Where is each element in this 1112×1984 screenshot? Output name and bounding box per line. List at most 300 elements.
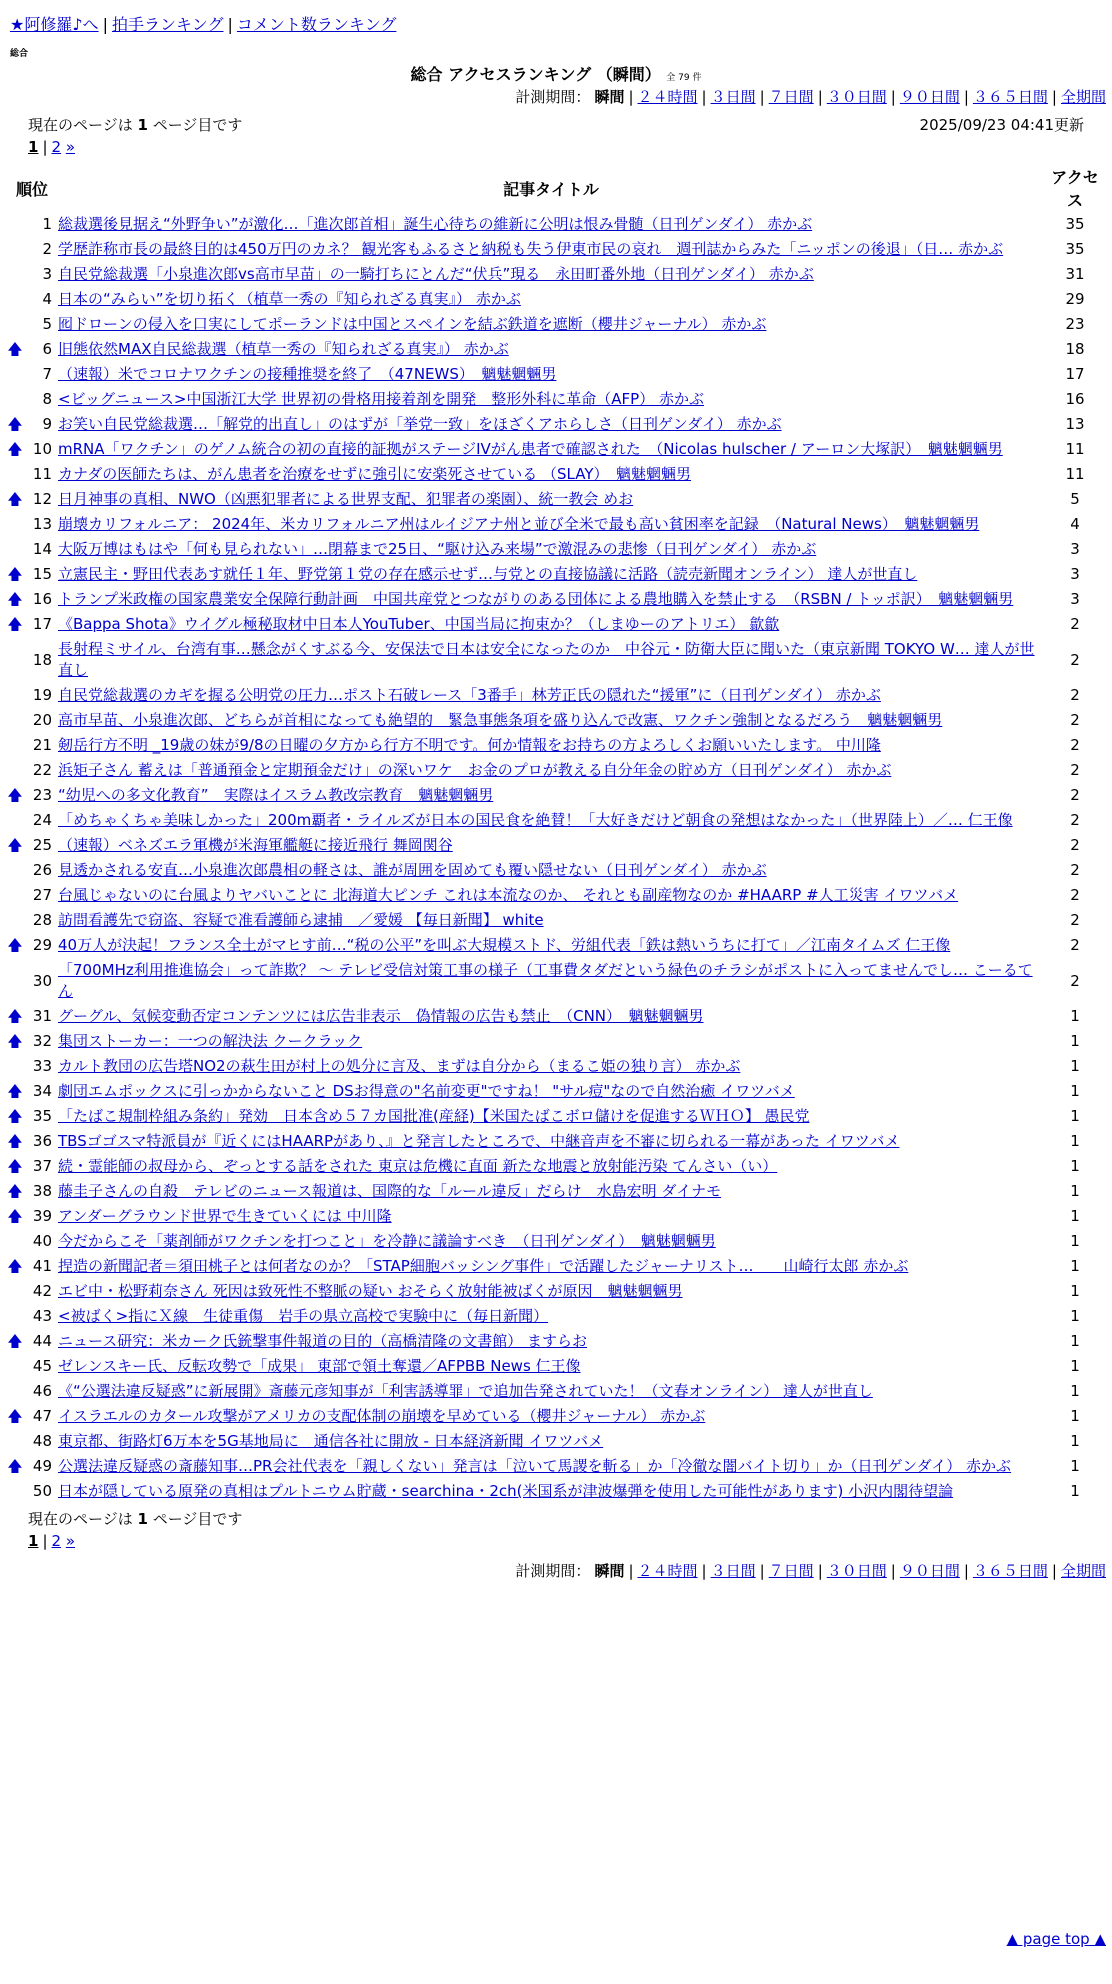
rank-arrow-cell <box>6 312 24 337</box>
rank-number: 34 <box>32 1082 52 1100</box>
rank-number: 10 <box>32 440 52 458</box>
article-title-cell <box>58 883 1044 908</box>
header-access: アクセス <box>1051 168 1099 210</box>
access-count: 2 <box>1070 911 1080 929</box>
access-count: 1 <box>1070 1332 1080 1350</box>
table-row <box>6 1329 1106 1354</box>
separator: | <box>102 15 108 34</box>
rank-number: 7 <box>42 365 52 383</box>
table-row <box>6 1004 1106 1029</box>
article-title-cell <box>58 462 1044 487</box>
rank-number: 29 <box>32 936 52 954</box>
access-count: 13 <box>1065 415 1085 433</box>
table-row <box>6 1379 1106 1404</box>
period-link-2[interactable]: ７日間 <box>768 88 814 106</box>
access-count: 11 <box>1065 465 1085 483</box>
article-title-cell <box>58 337 1044 362</box>
table-row <box>6 412 1106 437</box>
table-row <box>6 958 1106 1004</box>
access-count: 1 <box>1070 1407 1080 1425</box>
rank-up-arrow-icon: 🡅 <box>7 340 23 358</box>
access-count: 1 <box>1070 1032 1080 1050</box>
rank-number: 50 <box>32 1482 52 1500</box>
article-title-cell <box>58 587 1044 612</box>
table-row <box>6 212 1106 237</box>
article-title-cell <box>58 562 1044 587</box>
access-count: 18 <box>1065 340 1085 358</box>
rank-number: 23 <box>32 786 52 804</box>
table-row <box>6 683 1106 708</box>
article-title-link[interactable]: グーグル、気候変動否定コンテンツには広告非表示 偽情報の広告も禁止 （CNN） 魑魅魍魎男 <box>58 1007 704 1025</box>
rank-up-arrow-icon: 🡅 <box>7 1007 23 1025</box>
period-label: 計測期間： <box>515 1562 591 1580</box>
table-row <box>6 758 1106 783</box>
article-title-link[interactable]: 崩壊カリフォルニア： 2024年、米カリフォルニア州はルイジアナ州と並び全米で最も高い貧困率を記録 （Natural News） 魑魅魍魎男 <box>58 515 980 533</box>
article-title-link[interactable]: 今だからこそ「薬剤師がワクチンを打つこと」を冷静に議論すべき （日刊ゲンダイ） 魑魅魍魎男 <box>58 1232 716 1250</box>
updated-timestamp: 2025/09/23 04:41更新 <box>919 116 1084 134</box>
applause-ranking-link[interactable]: 拍手ランキング <box>111 15 224 34</box>
page-title <box>0 62 1112 85</box>
separator: | <box>890 1562 896 1580</box>
article-title-link[interactable]: 剱岳行方不明 _19歳の妹が9/8の日曜の夕方から行方不明です。何か情報をお持ちの方よろしくお願いいたします。 中川隆 <box>58 736 881 754</box>
separator: | <box>227 15 233 34</box>
access-count: 1 <box>1070 1157 1080 1175</box>
access-count: 35 <box>1065 240 1085 258</box>
article-title-cell <box>58 908 1044 933</box>
article-title-cell <box>58 1129 1044 1154</box>
article-title-link[interactable]: 囮ドローンの侵入を口実にしてポーランドは中国とスペインを結ぶ鉄道を遮断（櫻井ジャーナル） 赤かぶ <box>58 315 767 333</box>
access-count: 2 <box>1070 936 1080 954</box>
rank-number: 19 <box>32 686 52 704</box>
ranking-table <box>6 164 1106 1504</box>
access-count: 2 <box>1070 711 1080 729</box>
page-info-suffix: ページ目です <box>152 1510 243 1528</box>
rank-up-arrow-icon: 🡅 <box>7 615 23 633</box>
rank-arrow-cell <box>6 733 24 758</box>
rank-up-arrow-icon: 🡅 <box>7 490 23 508</box>
separator: | <box>628 88 634 106</box>
table-row <box>6 387 1106 412</box>
article-title-link[interactable]: 長射程ミサイル、台湾有事…懸念がくすぶる今、安保法で日本は安全になったのか 中谷元・防衛大臣に聞いた（東京新聞 TOKYO W… 達人が世直し <box>58 640 1035 679</box>
rank-arrow-cell <box>6 237 24 262</box>
period-link-0[interactable]: ２４時間 <box>637 88 698 106</box>
article-title-cell <box>58 858 1044 883</box>
article-title-cell <box>58 1179 1044 1204</box>
article-title-cell <box>58 312 1044 337</box>
table-row <box>6 1154 1106 1179</box>
access-count: 1 <box>1070 1132 1080 1150</box>
rank-arrow-cell <box>6 462 24 487</box>
table-row <box>6 1254 1106 1279</box>
access-count: 3 <box>1070 565 1080 583</box>
rank-number: 11 <box>32 465 52 483</box>
rank-number: 38 <box>32 1182 52 1200</box>
article-title-link[interactable]: エビ中・松野莉奈さん 死因は致死性不整脈の疑い おそらく放射能被ばくが原因 魑魅魍魎男 <box>58 1282 683 1300</box>
period-link-5[interactable]: ３６５日間 <box>972 1562 1048 1580</box>
period-link-4[interactable]: ９０日間 <box>899 88 960 106</box>
table-row <box>6 612 1106 637</box>
page-top-link-wrap <box>1007 1930 1106 1948</box>
article-title-cell <box>58 933 1044 958</box>
table-row <box>6 262 1106 287</box>
rank-arrow-cell <box>6 958 24 1004</box>
page-info-top <box>28 114 242 135</box>
article-title-link[interactable]: “幼児への多文化教育” 実際はイスラム教改宗教育 魑魅魍魎男 <box>58 786 494 804</box>
article-title-link[interactable]: mRNA「ワクチン」のゲノム統合の初の直接的証拠がステージIVがん患者で確認された （Nicolas hulscher / アーロン大塚訳） 魑魅魍魎男 <box>58 440 1003 458</box>
article-title-link[interactable]: （速報）米でコロナワクチンの接種推奨を終了 （47NEWS） 魑魅魍魎男 <box>58 365 557 383</box>
rank-number: 21 <box>32 736 52 754</box>
access-count: 3 <box>1070 540 1080 558</box>
rank-number: 40 <box>32 1232 52 1250</box>
rank-arrow-cell <box>6 858 24 883</box>
table-row <box>6 833 1106 858</box>
article-title-link[interactable]: 学歴詐称市長の最終目的は450万円のカネ？ 観光客もふるさと納税も失う伊東市民の哀れ 週刊誌からみた「ニッポンの後退」（日… 赤かぶ <box>58 240 1004 258</box>
page-info-bottom <box>28 1508 242 1529</box>
rank-number: 44 <box>32 1332 52 1350</box>
separator: | <box>817 88 823 106</box>
rank-arrow-cell <box>6 287 24 312</box>
rank-up-arrow-icon: 🡅 <box>7 836 23 854</box>
access-count: 1 <box>1070 1107 1080 1125</box>
article-title-link[interactable]: イスラエルのカタール攻撃がアメリカの支配体制の崩壊を早めている（櫻井ジャーナル） 赤かぶ <box>58 1407 706 1425</box>
article-title-cell <box>58 708 1044 733</box>
table-row <box>6 487 1106 512</box>
access-count: 11 <box>1065 440 1085 458</box>
page-info-prefix: 現在のページは <box>28 116 133 134</box>
access-count: 1 <box>1070 1382 1080 1400</box>
rank-up-arrow-icon: 🡅 <box>7 1457 23 1475</box>
article-title-link[interactable]: 40万人が決起！フランス全土がマヒす前…“税の公平”を叫ぶ大規模ストド、労組代表「鉄は熱いうちに打て」／江南タイムズ 仁王像 <box>58 936 951 954</box>
rank-arrow-cell <box>6 1379 24 1404</box>
article-title-cell <box>58 758 1044 783</box>
rank-number: 22 <box>32 761 52 779</box>
period-selector-bottom <box>515 1560 1106 1581</box>
rank-up-arrow-icon: 🡅 <box>7 936 23 954</box>
table-row <box>6 287 1106 312</box>
pager-page-2[interactable]: 2 <box>51 138 62 156</box>
article-title-link[interactable]: TBSゴゴスマ特派員が『近くにはHAARPがあり、』と発言したところで、中継音声を不審に切られる一幕があった イワツバメ <box>58 1132 900 1150</box>
rank-number: 2 <box>42 240 52 258</box>
period-link-3[interactable]: ３０日間 <box>826 1562 887 1580</box>
period-selector-top <box>515 86 1106 107</box>
period-link-6[interactable]: 全期間 <box>1060 1562 1106 1580</box>
article-title-cell <box>58 487 1044 512</box>
rank-number: 41 <box>32 1257 52 1275</box>
article-title-cell <box>58 1454 1044 1479</box>
header-rank: 順位 <box>15 179 48 199</box>
table-row <box>6 1229 1106 1254</box>
period-link-3[interactable]: ３０日間 <box>826 88 887 106</box>
access-count: 1 <box>1070 1307 1080 1325</box>
pager-page-2[interactable]: 2 <box>51 1532 62 1550</box>
rank-up-arrow-icon: 🡅 <box>7 440 23 458</box>
rank-number: 37 <box>32 1157 52 1175</box>
access-count: 1 <box>1070 1082 1080 1100</box>
comment-ranking-link[interactable]: コメント数ランキング <box>236 15 397 34</box>
rank-number: 17 <box>32 615 52 633</box>
rank-up-arrow-icon: 🡅 <box>7 1082 23 1100</box>
table-row <box>6 1479 1106 1504</box>
article-title-link[interactable]: （速報）ベネズエラ軍機が米海軍艦艇に接近飛行 舞岡関谷 <box>58 836 453 854</box>
article-title-link[interactable]: 藤圭子さんの自殺 テレビのニュース報道は、国際的な「ルール違反」だらけ 水島宏明 ダイナモ <box>58 1182 722 1200</box>
article-title-cell <box>58 237 1044 262</box>
article-title-cell <box>58 362 1044 387</box>
period-link-6[interactable]: 全期間 <box>1060 88 1106 106</box>
page-top-link[interactable]: ▲ page top ▲ <box>1006 1930 1106 1948</box>
rank-number: 1 <box>42 215 52 233</box>
period-link-4[interactable]: ９０日間 <box>899 1562 960 1580</box>
article-title-link[interactable]: 《Bappa Shota》ウイグル極秘取材中日本人YouTuber、中国当局に拘束か？（しまゆーのアトリエ） 歙歙 <box>58 615 780 633</box>
page-info-prefix: 現在のページは <box>28 1510 133 1528</box>
rank-arrow-cell <box>6 1429 24 1454</box>
article-title-link[interactable]: トランプ米政権の国家農業安全保障行動計画 中国共産党とつながりのある団体による農地購入を禁止する （RSBN / トッポ訳） 魑魅魍魎男 <box>58 590 1014 608</box>
table-row <box>6 733 1106 758</box>
rank-number: 8 <box>42 390 52 408</box>
article-title-cell <box>58 1479 1044 1504</box>
period-link-1[interactable]: ３日間 <box>710 88 756 106</box>
access-count: 2 <box>1070 786 1080 804</box>
table-row <box>6 883 1106 908</box>
article-title-link[interactable]: 集団ストーカー：一つの解決法 クークラック <box>58 1032 363 1050</box>
article-title-cell <box>58 412 1044 437</box>
separator: | <box>817 1562 823 1580</box>
article-title-link[interactable]: 「たばこ規制枠組み条約」発効 日本含め５７カ国批准(産経)【米国たばこボロ儲けを促進するＷＨＯ】 愚民党 <box>58 1107 810 1125</box>
separator: | <box>1051 88 1057 106</box>
article-title-link[interactable]: 東京都、街路灯6万本を5G基地局に 通信各社に開放 - 日本経済新聞 イワツバメ <box>58 1432 604 1450</box>
rank-number: 30 <box>32 971 52 990</box>
rank-number: 4 <box>42 290 52 308</box>
access-count: 1 <box>1070 1357 1080 1375</box>
table-row <box>6 1104 1106 1129</box>
article-title-link[interactable]: 台風じゃないのに台風よりヤバいことに 北海道大ピンチ これは本流なのか、 それとも副産物なのか #HAARP #人工災害 イワツバメ <box>58 886 959 904</box>
pager-next[interactable]: » <box>65 138 76 156</box>
article-title-link[interactable]: 自民党総裁選「小泉進次郎vs高市早苗」の一騎打ちにとんだ“伏兵”現る 永田町番外地（日刊ゲンダイ） 赤かぶ <box>58 265 814 283</box>
article-title-link[interactable]: 《“公選法違反疑惑”に新展開》斎藤元彦知事が「利害誘導罪」で追加告発されていた！（文春オンライン） 達人が世直し <box>58 1382 873 1400</box>
access-count: 2 <box>1070 736 1080 754</box>
access-count: 2 <box>1070 686 1080 704</box>
article-title-cell <box>58 808 1044 833</box>
rank-arrow-cell <box>6 387 24 412</box>
access-count: 3 <box>1070 590 1080 608</box>
article-title-link[interactable]: 続・霊能師の叔母から、ぞっとする話をされた 東京は危機に直面 新たな地震と放射能汚染 てんさい（い） <box>58 1157 778 1175</box>
table-row <box>6 1054 1106 1079</box>
rank-number: 5 <box>42 315 52 333</box>
article-title-link[interactable]: 日本が隠している原発の真相はプルトニウム貯蔵・searchina・2ch(米国系が津波爆弾を使用した可能性があります) 小沢内閣待望論 <box>58 1482 954 1500</box>
rank-number: 35 <box>32 1107 52 1125</box>
table-row <box>6 512 1106 537</box>
article-title-link[interactable]: 日本の“みらい”を切り拓く（植草一秀の『知られざる真実』） 赤かぶ <box>58 290 521 308</box>
table-row <box>6 1404 1106 1429</box>
article-title-link[interactable]: 高市早苗、小泉進次郎、どちらが首相になっても絶望的 緊急事態条項を盛り込んで改憲、ワクチン強制となるだろう 魑魅魍魎男 <box>58 711 943 729</box>
header-title: 記事タイトル <box>503 179 599 199</box>
period-link-5[interactable]: ３６５日間 <box>972 88 1048 106</box>
table-row <box>6 437 1106 462</box>
rank-arrow-cell <box>6 908 24 933</box>
article-title-cell <box>58 958 1044 1004</box>
article-title-link[interactable]: 見透かされる安直…小泉進次郎農相の軽さは、誰が周囲を固めても覆い隠せない（日刊ゲンダイ） 赤かぶ <box>58 861 767 879</box>
article-title-cell <box>58 1054 1044 1079</box>
access-count: 29 <box>1065 290 1085 308</box>
access-count: 1 <box>1070 1007 1080 1025</box>
access-count: 1 <box>1070 1457 1080 1475</box>
rank-number: 16 <box>32 590 52 608</box>
access-count: 1 <box>1070 1482 1080 1500</box>
rank-number: 20 <box>32 711 52 729</box>
rank-arrow-cell <box>6 262 24 287</box>
access-count: 2 <box>1070 650 1080 669</box>
article-title-link[interactable]: 捏造の新聞記者＝須田桃子とは何者なのか？「STAP細胞バッシング事件」で活躍したジャーナリスト… 山崎行太郎 赤かぶ <box>58 1257 909 1275</box>
period-link-2[interactable]: ７日間 <box>768 1562 814 1580</box>
article-title-cell <box>58 1379 1044 1404</box>
article-title-link[interactable]: カルト教団の広告塔NO2の萩生田が村上の処分に言及、まずは自分から（まるこ姫の独り言） 赤かぶ <box>58 1057 741 1075</box>
table-row <box>6 1129 1106 1154</box>
article-title-link[interactable]: 「めちゃくちゃ美味しかった」200m覇者・ライルズが日本の国民食を絶賛！「大好きだけど朝食の発想はなかった」（世界陸上）／… 仁王像 <box>58 811 1013 829</box>
article-title-link[interactable]: カナダの医師たちは、がん患者を治療をせずに強引に安楽死させている （SLAY） 魑魅魍魎男 <box>58 465 692 483</box>
rank-number: 6 <box>42 340 52 358</box>
table-row <box>6 637 1106 683</box>
article-title-link[interactable]: <被ばく>指にＸ線 生徒重傷 岩手の県立高校で実験中に（毎日新聞） <box>58 1307 549 1325</box>
article-title-link[interactable]: 浜矩子さん 蓄えは「普通預金と定期預金だけ」の深いワケ お金のプロが教える自分年金の貯め方（日刊ゲンダイ） 赤かぶ <box>58 761 892 779</box>
rank-number: 39 <box>32 1207 52 1225</box>
article-title-cell <box>58 1154 1044 1179</box>
rank-number: 28 <box>32 911 52 929</box>
access-count: 2 <box>1070 971 1080 990</box>
separator: | <box>42 1532 48 1550</box>
rank-number: 33 <box>32 1057 52 1075</box>
article-title-link[interactable]: 総裁選後見据え“外野争い”が激化…「進次郎首相」誕生心待ちの維新に公明は恨み骨髄（日刊ゲンダイ） 赤かぶ <box>58 215 813 233</box>
separator: | <box>759 1562 765 1580</box>
rank-number: 45 <box>32 1357 52 1375</box>
article-title-link[interactable]: 立憲民主・野田代表あす就任１年、野党第１党の存在感示せず…与党との直接協議に活路（読売新聞オンライン） 達人が世直し <box>58 565 918 583</box>
article-title-cell <box>58 1279 1044 1304</box>
article-title-link[interactable]: 公選法違反疑惑の斎藤知事…PR会社代表を「親しくない」発言は「泣いて馬謖を斬る」か「冷徹な闇バイト切り」か（日刊ゲンダイ） 赤かぶ <box>58 1457 1012 1475</box>
rank-number: 32 <box>32 1032 52 1050</box>
period-link-0[interactable]: ２４時間 <box>637 1562 698 1580</box>
rank-number: 3 <box>42 265 52 283</box>
article-title-link[interactable]: アンダーグラウンド世界で生きていくには 中川隆 <box>58 1207 392 1225</box>
rank-number: 43 <box>32 1307 52 1325</box>
table-row <box>6 1029 1106 1054</box>
pager-bottom <box>28 1532 75 1550</box>
article-title-cell <box>58 1304 1044 1329</box>
article-title-cell <box>58 1229 1044 1254</box>
table-row <box>6 462 1106 487</box>
article-title-cell <box>58 612 1044 637</box>
home-link[interactable]: ★阿修羅♪へ <box>10 15 99 34</box>
access-count: 1 <box>1070 1232 1080 1250</box>
rank-number: 26 <box>32 861 52 879</box>
table-row <box>6 1179 1106 1204</box>
table-row <box>6 783 1106 808</box>
rank-up-arrow-icon: 🡅 <box>7 1107 23 1125</box>
article-title-link[interactable]: 旧態依然MAX自民総裁選（植草一秀の『知られざる真実』） 赤かぶ <box>58 340 509 358</box>
rank-number: 48 <box>32 1432 52 1450</box>
page-info-number: 1 <box>137 1510 148 1528</box>
article-title-link[interactable]: 劇団エムポックスに引っかからないこと DSお得意の"名前変更"ですね！ "サル痘"なので自然治癒 イワツバメ <box>58 1082 795 1100</box>
separator: | <box>963 1562 969 1580</box>
article-title-cell <box>58 1004 1044 1029</box>
table-row <box>6 808 1106 833</box>
rank-up-arrow-icon: 🡅 <box>7 1257 23 1275</box>
article-title-link[interactable]: ゼレンスキー氏、反転攻勢で「成果」 東部で領土奪還／AFPBB News 仁王像 <box>58 1357 581 1375</box>
article-title-cell <box>58 1429 1044 1454</box>
separator: | <box>701 88 707 106</box>
article-title-link[interactable]: 訪問看護先で窃盗、容疑で准看護師ら逮捕 ／愛媛 【毎日新聞】 white <box>58 911 544 929</box>
rank-up-arrow-icon: 🡅 <box>7 415 23 433</box>
table-row <box>6 908 1106 933</box>
article-title-link[interactable]: ニュース研究：米カーク氏銃撃事件報道の目的（高橋清隆の文書館） ますらお <box>58 1332 588 1350</box>
rank-arrow-cell <box>6 1304 24 1329</box>
article-title-cell <box>58 1204 1044 1229</box>
article-title-link[interactable]: お笑い自民党総裁選…「解党的出直し」のはずが「挙党一致」をほざくアホらしさ（日刊ゲンダイ） 赤かぶ <box>58 415 782 433</box>
total-count: 全 79 件 <box>666 73 702 83</box>
rank-number: 18 <box>32 650 52 669</box>
rank-up-arrow-icon: 🡅 <box>7 1132 23 1150</box>
separator: | <box>628 1562 634 1580</box>
table-row <box>6 1429 1106 1454</box>
access-count: 1 <box>1070 1432 1080 1450</box>
article-title-link[interactable]: 大阪万博はもはや「何も見られない」…閉幕まで25日、“駆け込み来場”で激混みの悲惨（日刊ゲンダイ） 赤かぶ <box>58 540 817 558</box>
rank-number: 12 <box>32 490 52 508</box>
article-title-cell <box>58 733 1044 758</box>
rank-arrow-cell <box>6 758 24 783</box>
rank-arrow-cell <box>6 1479 24 1504</box>
period-link-1[interactable]: ３日間 <box>710 1562 756 1580</box>
table-row <box>6 562 1106 587</box>
table-row <box>6 708 1106 733</box>
article-title-cell <box>58 1079 1044 1104</box>
article-title-cell <box>58 683 1044 708</box>
rank-number: 42 <box>32 1282 52 1300</box>
article-title-cell <box>58 833 1044 858</box>
table-row <box>6 587 1106 612</box>
article-title-cell <box>58 287 1044 312</box>
access-count: 2 <box>1070 811 1080 829</box>
rank-up-arrow-icon: 🡅 <box>7 1032 23 1050</box>
table-row <box>6 1304 1106 1329</box>
article-title-link[interactable]: 「700MHz利用推進協会」って詐欺？ ～ テレビ受信対策工事の様子（工事費タダだという緑色のチラシがポストに入ってませんでし… こーるてん <box>58 961 1033 1000</box>
rank-arrow-cell <box>6 1054 24 1079</box>
separator: | <box>701 1562 707 1580</box>
separator: | <box>1051 1562 1057 1580</box>
article-title-cell <box>58 1254 1044 1279</box>
access-count: 23 <box>1065 315 1085 333</box>
period-current: 瞬間 <box>594 88 625 106</box>
article-title-cell <box>58 1354 1044 1379</box>
article-title-cell <box>58 783 1044 808</box>
table-row <box>6 312 1106 337</box>
ranking-title: 総合 アクセスランキング （瞬間） <box>410 65 661 84</box>
access-count: 2 <box>1070 761 1080 779</box>
article-title-link[interactable]: 日月神事の真相、NWO（凶悪犯罪者による世界支配、犯罪者の楽園）、統一教会 めお <box>58 490 634 508</box>
separator: | <box>963 88 969 106</box>
table-row <box>6 1454 1106 1479</box>
table-row <box>6 1204 1106 1229</box>
separator: | <box>42 138 48 156</box>
access-count: 1 <box>1070 1057 1080 1075</box>
rank-number: 31 <box>32 1007 52 1025</box>
article-title-link[interactable]: <ビッグニュース>中国浙江大学 世界初の骨格用接着剤を開発 整形外科に革命（AFP） 赤かぶ <box>58 390 704 408</box>
table-row <box>6 237 1106 262</box>
article-title-link[interactable]: 自民党総裁選のカギを握る公明党の圧力…ポスト石破レース「3番手」林芳正氏の隠れた“援軍”に（日刊ゲンダイ） 赤かぶ <box>58 686 881 704</box>
rank-arrow-cell <box>6 537 24 562</box>
rank-up-arrow-icon: 🡅 <box>7 786 23 804</box>
article-title-cell <box>58 1029 1044 1054</box>
period-label: 計測期間： <box>515 88 591 106</box>
table-row <box>6 537 1106 562</box>
rank-up-arrow-icon: 🡅 <box>7 1157 23 1175</box>
pager-next[interactable]: » <box>65 1532 76 1550</box>
